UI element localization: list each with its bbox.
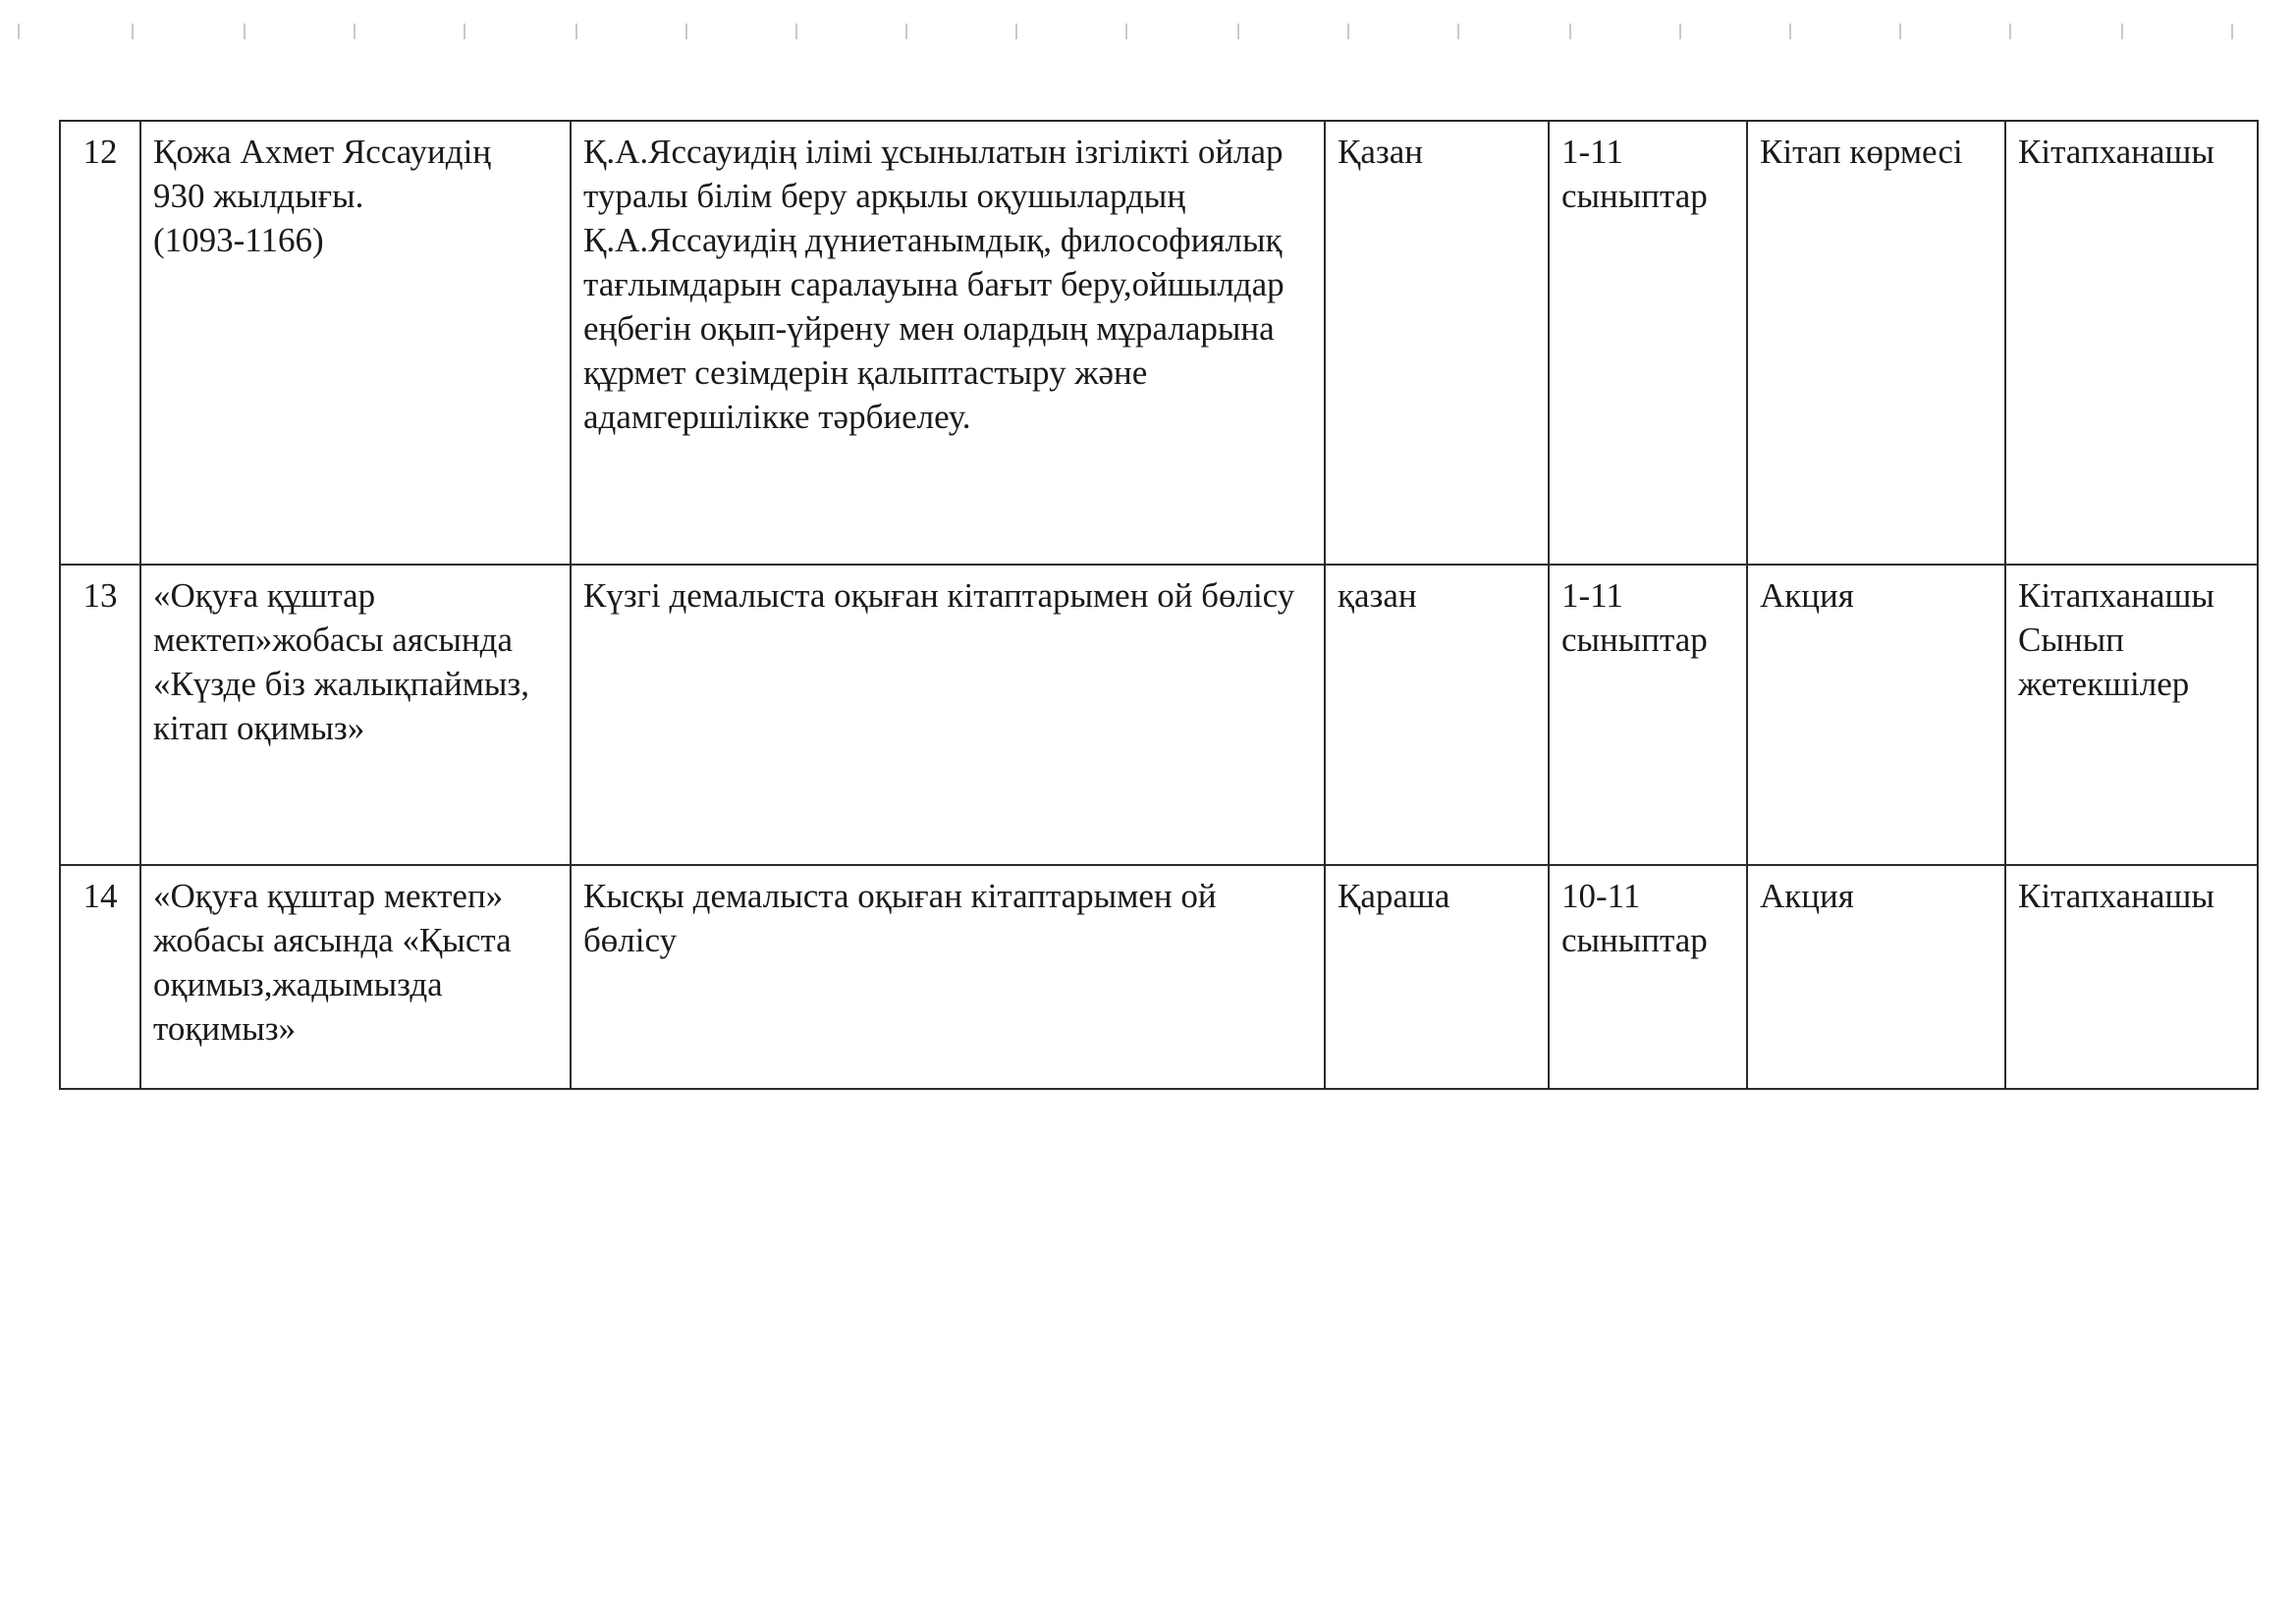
month-cell: қазан <box>1325 565 1549 865</box>
month-cell: Қараша <box>1325 865 1549 1089</box>
scan-tick <box>2009 24 2011 39</box>
event-form-cell: Акция <box>1747 865 2005 1089</box>
scan-edge-marks <box>0 0 2296 39</box>
event-goal-cell: Кысқы демалыста оқыған кітаптарымен ой бөлісу <box>571 865 1325 1089</box>
scan-tick <box>1569 24 1571 39</box>
scan-tick <box>1015 24 1017 39</box>
event-form-cell: Кітап көрмесі <box>1747 121 2005 565</box>
responsible-line: Кітапханашы <box>2018 877 2214 915</box>
scan-tick <box>1789 24 1791 39</box>
scan-tick <box>1679 24 1681 39</box>
responsible-line: жетекшілер <box>2018 665 2190 703</box>
event-form-cell: Акция <box>1747 565 2005 865</box>
scan-tick <box>685 24 687 39</box>
scan-tick <box>1347 24 1349 39</box>
scan-tick <box>795 24 797 39</box>
event-name-cell: «Оқуға құштар мектеп»жобасы аясында «Күзде біз жалықпаймыз, кітап оқимыз» <box>140 565 571 865</box>
scan-tick <box>1899 24 1901 39</box>
scan-tick <box>464 24 465 39</box>
scan-tick <box>575 24 577 39</box>
event-name-line: (1093-1166) <box>153 221 324 259</box>
scan-tick <box>2231 24 2233 39</box>
table-row <box>60 121 2258 565</box>
grades-cell: 10-11 сыныптар <box>1549 865 1747 1089</box>
responsible-cell <box>2005 121 2258 565</box>
event-name-cell: «Оқуға құштар мектеп» жобасы аясында «Қыста оқимыз,жадымызда тоқимыз» <box>140 865 571 1089</box>
responsible-cell <box>2005 565 2258 865</box>
scan-tick <box>905 24 907 39</box>
scan-tick <box>354 24 355 39</box>
scan-tick <box>18 24 20 39</box>
scan-tick <box>132 24 134 39</box>
event-plan-table <box>59 120 2259 1090</box>
responsible-line: Кітапханашы <box>2018 133 2214 171</box>
responsible-line: Сынып <box>2018 621 2124 659</box>
row-number-cell: 13 <box>60 565 140 865</box>
scan-tick <box>1125 24 1127 39</box>
row-number-cell: 12 <box>60 121 140 565</box>
responsible-line: Кітапханашы <box>2018 576 2214 615</box>
scan-tick <box>1237 24 1239 39</box>
scan-tick <box>1457 24 1459 39</box>
event-name-line: 930 жылдығы. <box>153 177 364 215</box>
event-name-line: Қожа Ахмет Яссауидің <box>153 133 492 171</box>
grades-cell: 1-11 сыныптар <box>1549 565 1747 865</box>
event-name-cell <box>140 121 571 565</box>
grades-cell: 1-11 сыныптар <box>1549 121 1747 565</box>
event-goal-cell: Күзгі демалыста оқыған кітаптарымен ой бөлісу <box>571 565 1325 865</box>
event-goal-cell: Қ.А.Яссауидің ілімі ұсынылатын ізгілікті ойлар туралы білім беру арқылы оқушылардың Қ.А.Яссауидің дүниетанымдық, философиялық тағлымдарын саралауына бағыт беру,ойшылдар еңбегін оқып-үйрену мен олардың мұраларына құрмет сезімдерін қалыптастыру және адамгершілікке тәрбиелеу. <box>571 121 1325 565</box>
month-cell: Қазан <box>1325 121 1549 565</box>
scan-tick <box>2121 24 2123 39</box>
responsible-cell <box>2005 865 2258 1089</box>
row-number-cell: 14 <box>60 865 140 1089</box>
scan-tick <box>244 24 246 39</box>
table-row <box>60 565 2258 865</box>
table-row <box>60 865 2258 1089</box>
